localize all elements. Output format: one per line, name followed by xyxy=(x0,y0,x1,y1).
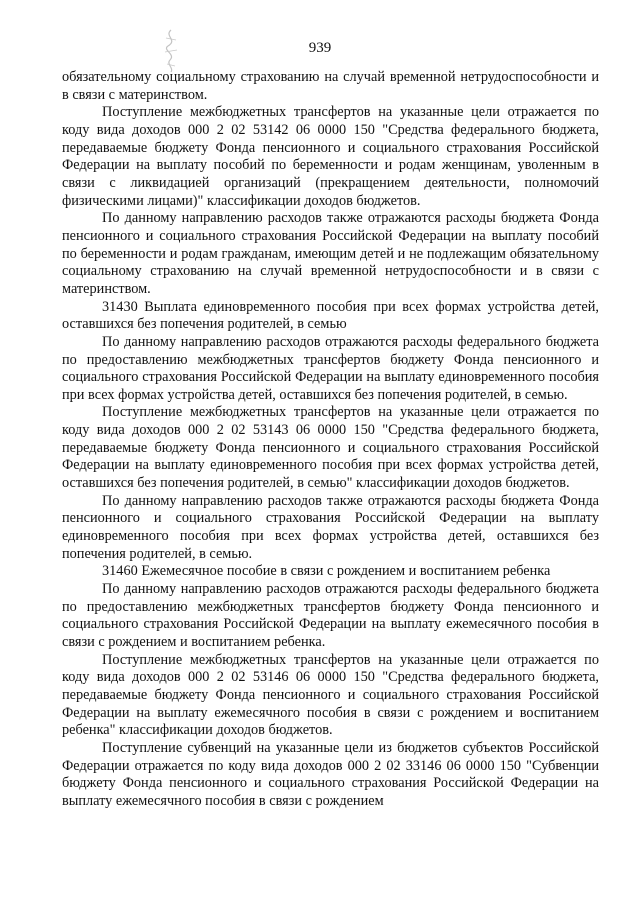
paragraph-revenue-code-53142: Поступление межбюджетных трансфертов на указанные цели отражается по коду вида доходов 000 2 02 53142 06 0000 150 "Средства федерального бюджета, передаваемые бюджету Фонда пенсионного и социального страхования Российской Федерации на выплату пособий по беременности и родам женщинам, уволенным в связи с ликвидацией организаций (прекращением деятельности, полномочий физическими лицами)" классификации доходов бюджетов. xyxy=(62,104,599,209)
paragraph-fund-expenses-31430: По данному направлению расходов также отражаются расходы бюджета Фонда пенсионного и социального страхования Российской Федерации на выплату единовременного пособия при всех формах устройства детей, оставшихся без попечения родителей, в семью. xyxy=(62,492,599,562)
paragraph-continuation: обязательному социальному страхованию на случай временной нетрудоспособности и в связи с материнством. xyxy=(62,69,599,103)
paragraph-fund-expenses-maternity: По данному направлению расходов также отражаются расходы бюджета Фонда пенсионного и социального страхования Российской Федерации на выплату пособий по беременности и родам гражданам, имеющим детей и не подлежащим обязательному социальному страхованию на случай временной нетрудоспособности и в связи с материнством. xyxy=(62,210,599,297)
paragraph-federal-transfers-31430: По данному направлению расходов отражаются расходы федерального бюджета по предоставлению межбюджетных трансфертов бюджету Фонда пенсионного и социального страхования Российской Федерации на выплату единовременного пособия при всех формах устройства детей, оставшихся без попечения родителей, в семью. xyxy=(62,333,599,403)
paragraph-revenue-code-53146: Поступление межбюджетных трансфертов на указанные цели отражается по коду вида доходов 000 2 02 53146 06 0000 150 "Средства федерального бюджета, передаваемые бюджету Фонда пенсионного и социального страхования Российской Федерации на выплату ежемесячного пособия в связи с рождением и воспитанием ребенка" классификации доходов бюджетов. xyxy=(62,651,599,739)
paragraph-revenue-code-53143: Поступление межбюджетных трансфертов на указанные цели отражается по коду вида доходов 000 2 02 53143 06 0000 150 "Средства федерального бюджета, передаваемые бюджету Фонда пенсионного и социального страхования Российской Федерации на выплату единовременного пособия при всех формах устройства детей, оставшихся без попечения родителей, в семью" классификации доходов бюджетов. xyxy=(62,404,599,492)
document-body xyxy=(62,69,599,811)
heading-code-31460: 31460 Ежемесячное пособие в связи с рождением и воспитанием ребенка xyxy=(102,563,551,580)
page-number: 939 xyxy=(308,40,332,56)
paragraph-subventions-code-33146: Поступление субвенций на указанные цели из бюджетов субъектов Российской Федерации отражается по коду вида доходов 000 2 02 33146 06 0000 150 "Субвенции бюджету Фонда пенсионного и социального страхования Российской Федерации на выплату ежемесячного пособия в связи с рождением xyxy=(62,739,599,809)
heading-code-31430: 31430 Выплата единовременного пособия при всех формах устройства детей, оставшихся без попечения родителей, в семью xyxy=(62,298,599,333)
paragraph-federal-transfers-31460: По данному направлению расходов отражаются расходы федерального бюджета по предоставлению межбюджетных трансфертов бюджету Фонда пенсионного и социального страхования Российской Федерации на выплату ежемесячного пособия в связи с рождением и воспитанием ребенка. xyxy=(62,581,599,650)
